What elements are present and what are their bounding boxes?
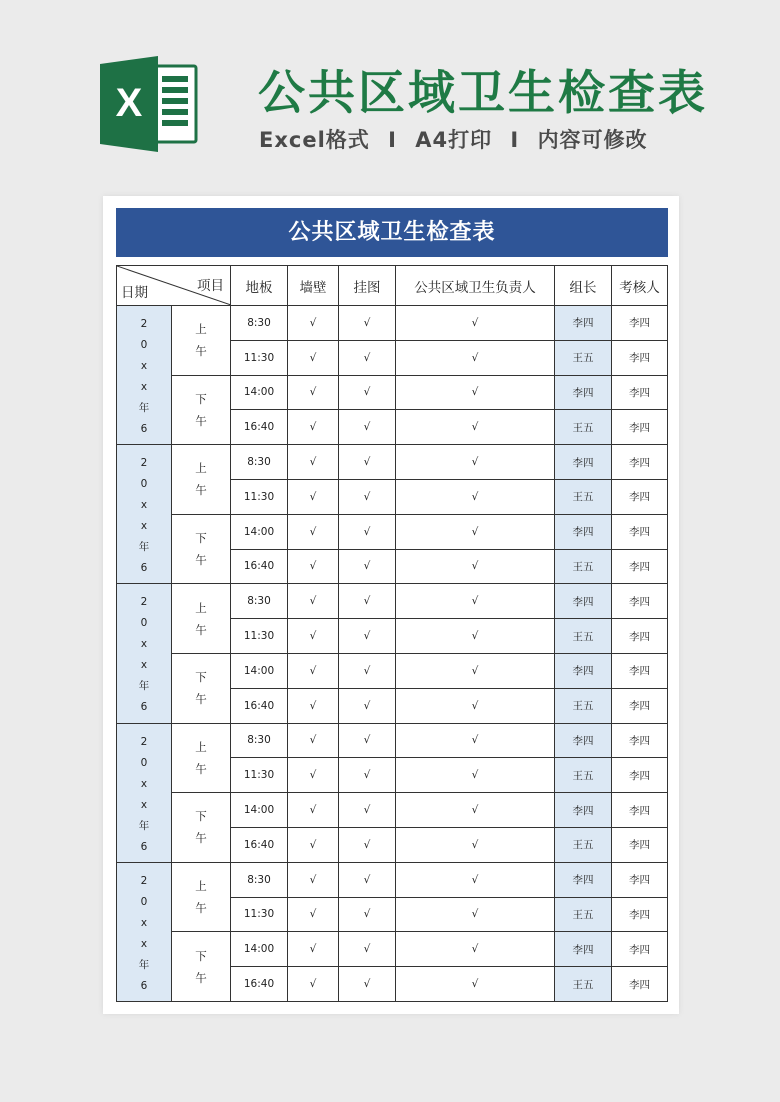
table-row (117, 514, 668, 549)
responsible-cell: 李四 (555, 306, 612, 341)
period-char: 上 (195, 322, 207, 337)
date-char: 6 (140, 840, 148, 853)
floor-check-cell: √ (288, 479, 339, 514)
leader-cell: 李四 (612, 862, 668, 897)
date-char (117, 997, 171, 999)
date-char: x (140, 937, 148, 950)
floor-check-cell: √ (288, 653, 339, 688)
time-cell: 8:30 (231, 306, 288, 341)
date-char (117, 718, 171, 720)
floor-check-cell: √ (288, 862, 339, 897)
date-char: 2 (140, 596, 148, 609)
responsible-cell: 李四 (555, 862, 612, 897)
period-char: 午 (195, 622, 207, 637)
header-row (117, 266, 668, 306)
leader-cell: 李四 (612, 688, 668, 723)
date-char: x (140, 659, 148, 672)
period-cell (172, 932, 231, 1002)
time-cell: 16:40 (231, 967, 288, 1002)
period-cell (172, 445, 231, 515)
period-char: 午 (195, 692, 207, 707)
time-cell: 11:30 (231, 340, 288, 375)
date-char: x (140, 777, 148, 790)
wall-check-cell: √ (339, 479, 396, 514)
table-row (117, 723, 668, 758)
responsible-cell: 王五 (555, 619, 612, 654)
subtitle-separator: I (388, 128, 397, 152)
hanging-check-cell: √ (396, 932, 555, 967)
time-cell: 11:30 (231, 758, 288, 793)
wall-check-cell: √ (339, 793, 396, 828)
hanging-check-cell: √ (396, 514, 555, 549)
floor-check-cell: √ (288, 306, 339, 341)
period-cell (172, 723, 231, 793)
wall-check-cell: √ (339, 862, 396, 897)
floor-check-cell: √ (288, 932, 339, 967)
time-cell: 16:40 (231, 827, 288, 862)
header-wall: 墙壁 (288, 266, 339, 306)
date-char: x (140, 798, 148, 811)
responsible-cell: 李四 (555, 584, 612, 619)
floor-check-cell: √ (288, 445, 339, 480)
floor-check-cell: √ (288, 619, 339, 654)
period-char: 上 (195, 600, 207, 615)
responsible-cell: 李四 (555, 653, 612, 688)
leader-cell: 李四 (612, 514, 668, 549)
floor-check-cell: √ (288, 967, 339, 1002)
table-row (117, 306, 668, 341)
table-row (117, 932, 668, 967)
date-char: 年 (138, 819, 150, 832)
date-cell (117, 584, 172, 723)
floor-check-cell: √ (288, 375, 339, 410)
responsible-cell: 王五 (555, 549, 612, 584)
table-row (117, 793, 668, 828)
date-char: 年 (138, 402, 150, 414)
period-char: 午 (195, 831, 207, 846)
subtitle-separator: I (510, 128, 520, 152)
responsible-cell: 李四 (555, 932, 612, 967)
hanging-check-cell: √ (396, 445, 555, 480)
inspection-table (116, 265, 668, 1002)
responsible-cell: 王五 (555, 410, 612, 445)
wall-check-cell: √ (339, 897, 396, 932)
period-cell (172, 584, 231, 654)
responsible-cell: 李四 (555, 375, 612, 410)
date-char: 6 (140, 979, 148, 992)
wall-check-cell: √ (339, 306, 396, 341)
period-char: 下 (195, 670, 207, 685)
responsible-cell: 李四 (555, 514, 612, 549)
table-row (117, 862, 668, 897)
hanging-check-cell: √ (396, 723, 555, 758)
hanging-check-cell: √ (396, 862, 555, 897)
hanging-check-cell: √ (396, 306, 555, 341)
time-cell: 8:30 (231, 723, 288, 758)
time-cell: 14:00 (231, 514, 288, 549)
hanging-check-cell: √ (396, 410, 555, 445)
period-char: 午 (195, 901, 207, 916)
date-cell (117, 306, 172, 445)
hanging-check-cell: √ (396, 375, 555, 410)
period-char: 午 (195, 970, 207, 985)
time-cell: 16:40 (231, 549, 288, 584)
wall-check-cell: √ (339, 619, 396, 654)
leader-cell: 李四 (612, 758, 668, 793)
responsible-cell: 王五 (555, 479, 612, 514)
responsible-cell: 李四 (555, 445, 612, 480)
wall-check-cell: √ (339, 653, 396, 688)
wall-check-cell: √ (339, 967, 396, 1002)
floor-check-cell: √ (288, 410, 339, 445)
leader-cell: 李四 (612, 827, 668, 862)
period-char: 午 (195, 761, 207, 776)
wall-check-cell: √ (339, 340, 396, 375)
period-char: 午 (195, 553, 207, 568)
date-cell (117, 862, 172, 1001)
time-cell: 11:30 (231, 897, 288, 932)
date-char (117, 579, 171, 581)
floor-check-cell: √ (288, 688, 339, 723)
date-char: x (140, 499, 148, 512)
floor-check-cell: √ (288, 793, 339, 828)
responsible-cell: 王五 (555, 758, 612, 793)
time-cell: 8:30 (231, 862, 288, 897)
banner-subtitle (259, 124, 648, 154)
period-char: 下 (195, 948, 207, 963)
leader-cell: 李四 (612, 932, 668, 967)
hanging-check-cell: √ (396, 897, 555, 932)
time-cell: 11:30 (231, 479, 288, 514)
wall-check-cell: √ (339, 375, 396, 410)
excel-logo-icon (100, 56, 200, 152)
leader-cell: 李四 (612, 479, 668, 514)
leader-cell: 李四 (612, 306, 668, 341)
floor-check-cell: √ (288, 827, 339, 862)
header-date-item-cell (117, 266, 231, 306)
header-date: 日期 (121, 285, 148, 301)
header-responsible: 公共区域卫生负责人 (396, 266, 555, 306)
date-char: 2 (140, 735, 148, 748)
subtitle-format: Excel格式 (259, 128, 370, 152)
hanging-check-cell: √ (396, 549, 555, 584)
date-char: 2 (140, 874, 148, 887)
time-cell: 14:00 (231, 653, 288, 688)
period-cell (172, 514, 231, 584)
hanging-check-cell: √ (396, 340, 555, 375)
sheet-title: 公共区域卫生检查表 (116, 208, 668, 257)
responsible-cell: 王五 (555, 827, 612, 862)
hanging-check-cell: √ (396, 688, 555, 723)
date-char: 2 (140, 457, 148, 470)
time-cell: 14:00 (231, 375, 288, 410)
date-char: x (140, 520, 148, 533)
date-char: 2 (140, 318, 148, 330)
period-cell (172, 306, 231, 376)
time-cell: 14:00 (231, 932, 288, 967)
time-cell: 11:30 (231, 619, 288, 654)
hanging-check-cell: √ (396, 758, 555, 793)
period-char: 上 (195, 461, 207, 476)
header-leader: 组长 (555, 266, 612, 306)
hanging-check-cell: √ (396, 479, 555, 514)
banner-title: 公共区域卫生检查表 (258, 66, 708, 121)
time-cell: 16:40 (231, 688, 288, 723)
date-char: 0 (140, 617, 148, 630)
responsible-cell: 王五 (555, 897, 612, 932)
period-cell (172, 653, 231, 723)
period-char: 午 (195, 483, 207, 498)
leader-cell: 李四 (612, 967, 668, 1002)
period-char: 午 (195, 344, 207, 359)
leader-cell: 李四 (612, 619, 668, 654)
leader-cell: 李四 (612, 897, 668, 932)
time-cell: 14:00 (231, 793, 288, 828)
leader-cell: 李四 (612, 445, 668, 480)
hanging-check-cell: √ (396, 793, 555, 828)
responsible-cell: 李四 (555, 793, 612, 828)
wall-check-cell: √ (339, 932, 396, 967)
date-cell (117, 723, 172, 862)
wall-check-cell: √ (339, 723, 396, 758)
header-floor: 地板 (231, 266, 288, 306)
responsible-cell: 王五 (555, 688, 612, 723)
table-row (117, 445, 668, 480)
hanging-check-cell: √ (396, 827, 555, 862)
date-char: x (140, 638, 148, 651)
date-char: 年 (138, 541, 150, 554)
leader-cell: 李四 (612, 340, 668, 375)
hanging-check-cell: √ (396, 619, 555, 654)
responsible-cell: 王五 (555, 967, 612, 1002)
responsible-cell: 李四 (555, 723, 612, 758)
header-hanging: 挂图 (339, 266, 396, 306)
date-char: 6 (140, 562, 148, 575)
subtitle-print: A4打印 (415, 128, 493, 152)
floor-check-cell: √ (288, 514, 339, 549)
table-row (117, 584, 668, 619)
wall-check-cell: √ (339, 514, 396, 549)
hanging-check-cell: √ (396, 967, 555, 1002)
date-char: 0 (140, 339, 148, 351)
period-char: 下 (195, 391, 207, 406)
header-reviewer: 考核人 (612, 266, 668, 306)
time-cell: 16:40 (231, 410, 288, 445)
time-cell: 8:30 (231, 445, 288, 480)
subtitle-editable: 内容可修改 (537, 128, 648, 152)
date-char: x (140, 381, 148, 393)
leader-cell: 李四 (612, 549, 668, 584)
leader-cell: 李四 (612, 410, 668, 445)
date-char: x (140, 916, 148, 929)
period-cell (172, 793, 231, 863)
period-cell (172, 375, 231, 445)
wall-check-cell: √ (339, 410, 396, 445)
date-char: 年 (138, 680, 150, 693)
floor-check-cell: √ (288, 758, 339, 793)
floor-check-cell: √ (288, 897, 339, 932)
period-char: 上 (195, 739, 207, 754)
period-char: 上 (195, 879, 207, 894)
period-char: 下 (195, 809, 207, 824)
leader-cell: 李四 (612, 723, 668, 758)
date-char: 0 (140, 895, 148, 908)
floor-check-cell: √ (288, 340, 339, 375)
leader-cell: 李四 (612, 653, 668, 688)
wall-check-cell: √ (339, 688, 396, 723)
wall-check-cell: √ (339, 445, 396, 480)
logo-letter: X (115, 81, 143, 125)
floor-check-cell: √ (288, 549, 339, 584)
date-char: 0 (140, 478, 148, 491)
wall-check-cell: √ (339, 827, 396, 862)
leader-cell: 李四 (612, 375, 668, 410)
table-row (117, 653, 668, 688)
leader-cell: 李四 (612, 793, 668, 828)
date-char: 6 (140, 701, 148, 714)
floor-check-cell: √ (288, 584, 339, 619)
date-cell (117, 445, 172, 584)
wall-check-cell: √ (339, 758, 396, 793)
responsible-cell: 王五 (555, 340, 612, 375)
date-char: x (140, 360, 148, 372)
wall-check-cell: √ (339, 549, 396, 584)
header-item: 项目 (197, 278, 224, 294)
leader-cell: 李四 (612, 584, 668, 619)
date-char (117, 858, 171, 860)
date-char: 年 (138, 958, 150, 971)
date-char: 0 (140, 756, 148, 769)
period-cell (172, 862, 231, 932)
date-char: 6 (140, 423, 148, 435)
time-cell: 8:30 (231, 584, 288, 619)
hanging-check-cell: √ (396, 584, 555, 619)
period-char: 下 (195, 531, 207, 546)
date-char (117, 440, 171, 442)
period-char: 午 (195, 413, 207, 428)
table-row (117, 375, 668, 410)
hanging-check-cell: √ (396, 653, 555, 688)
floor-check-cell: √ (288, 723, 339, 758)
wall-check-cell: √ (339, 584, 396, 619)
